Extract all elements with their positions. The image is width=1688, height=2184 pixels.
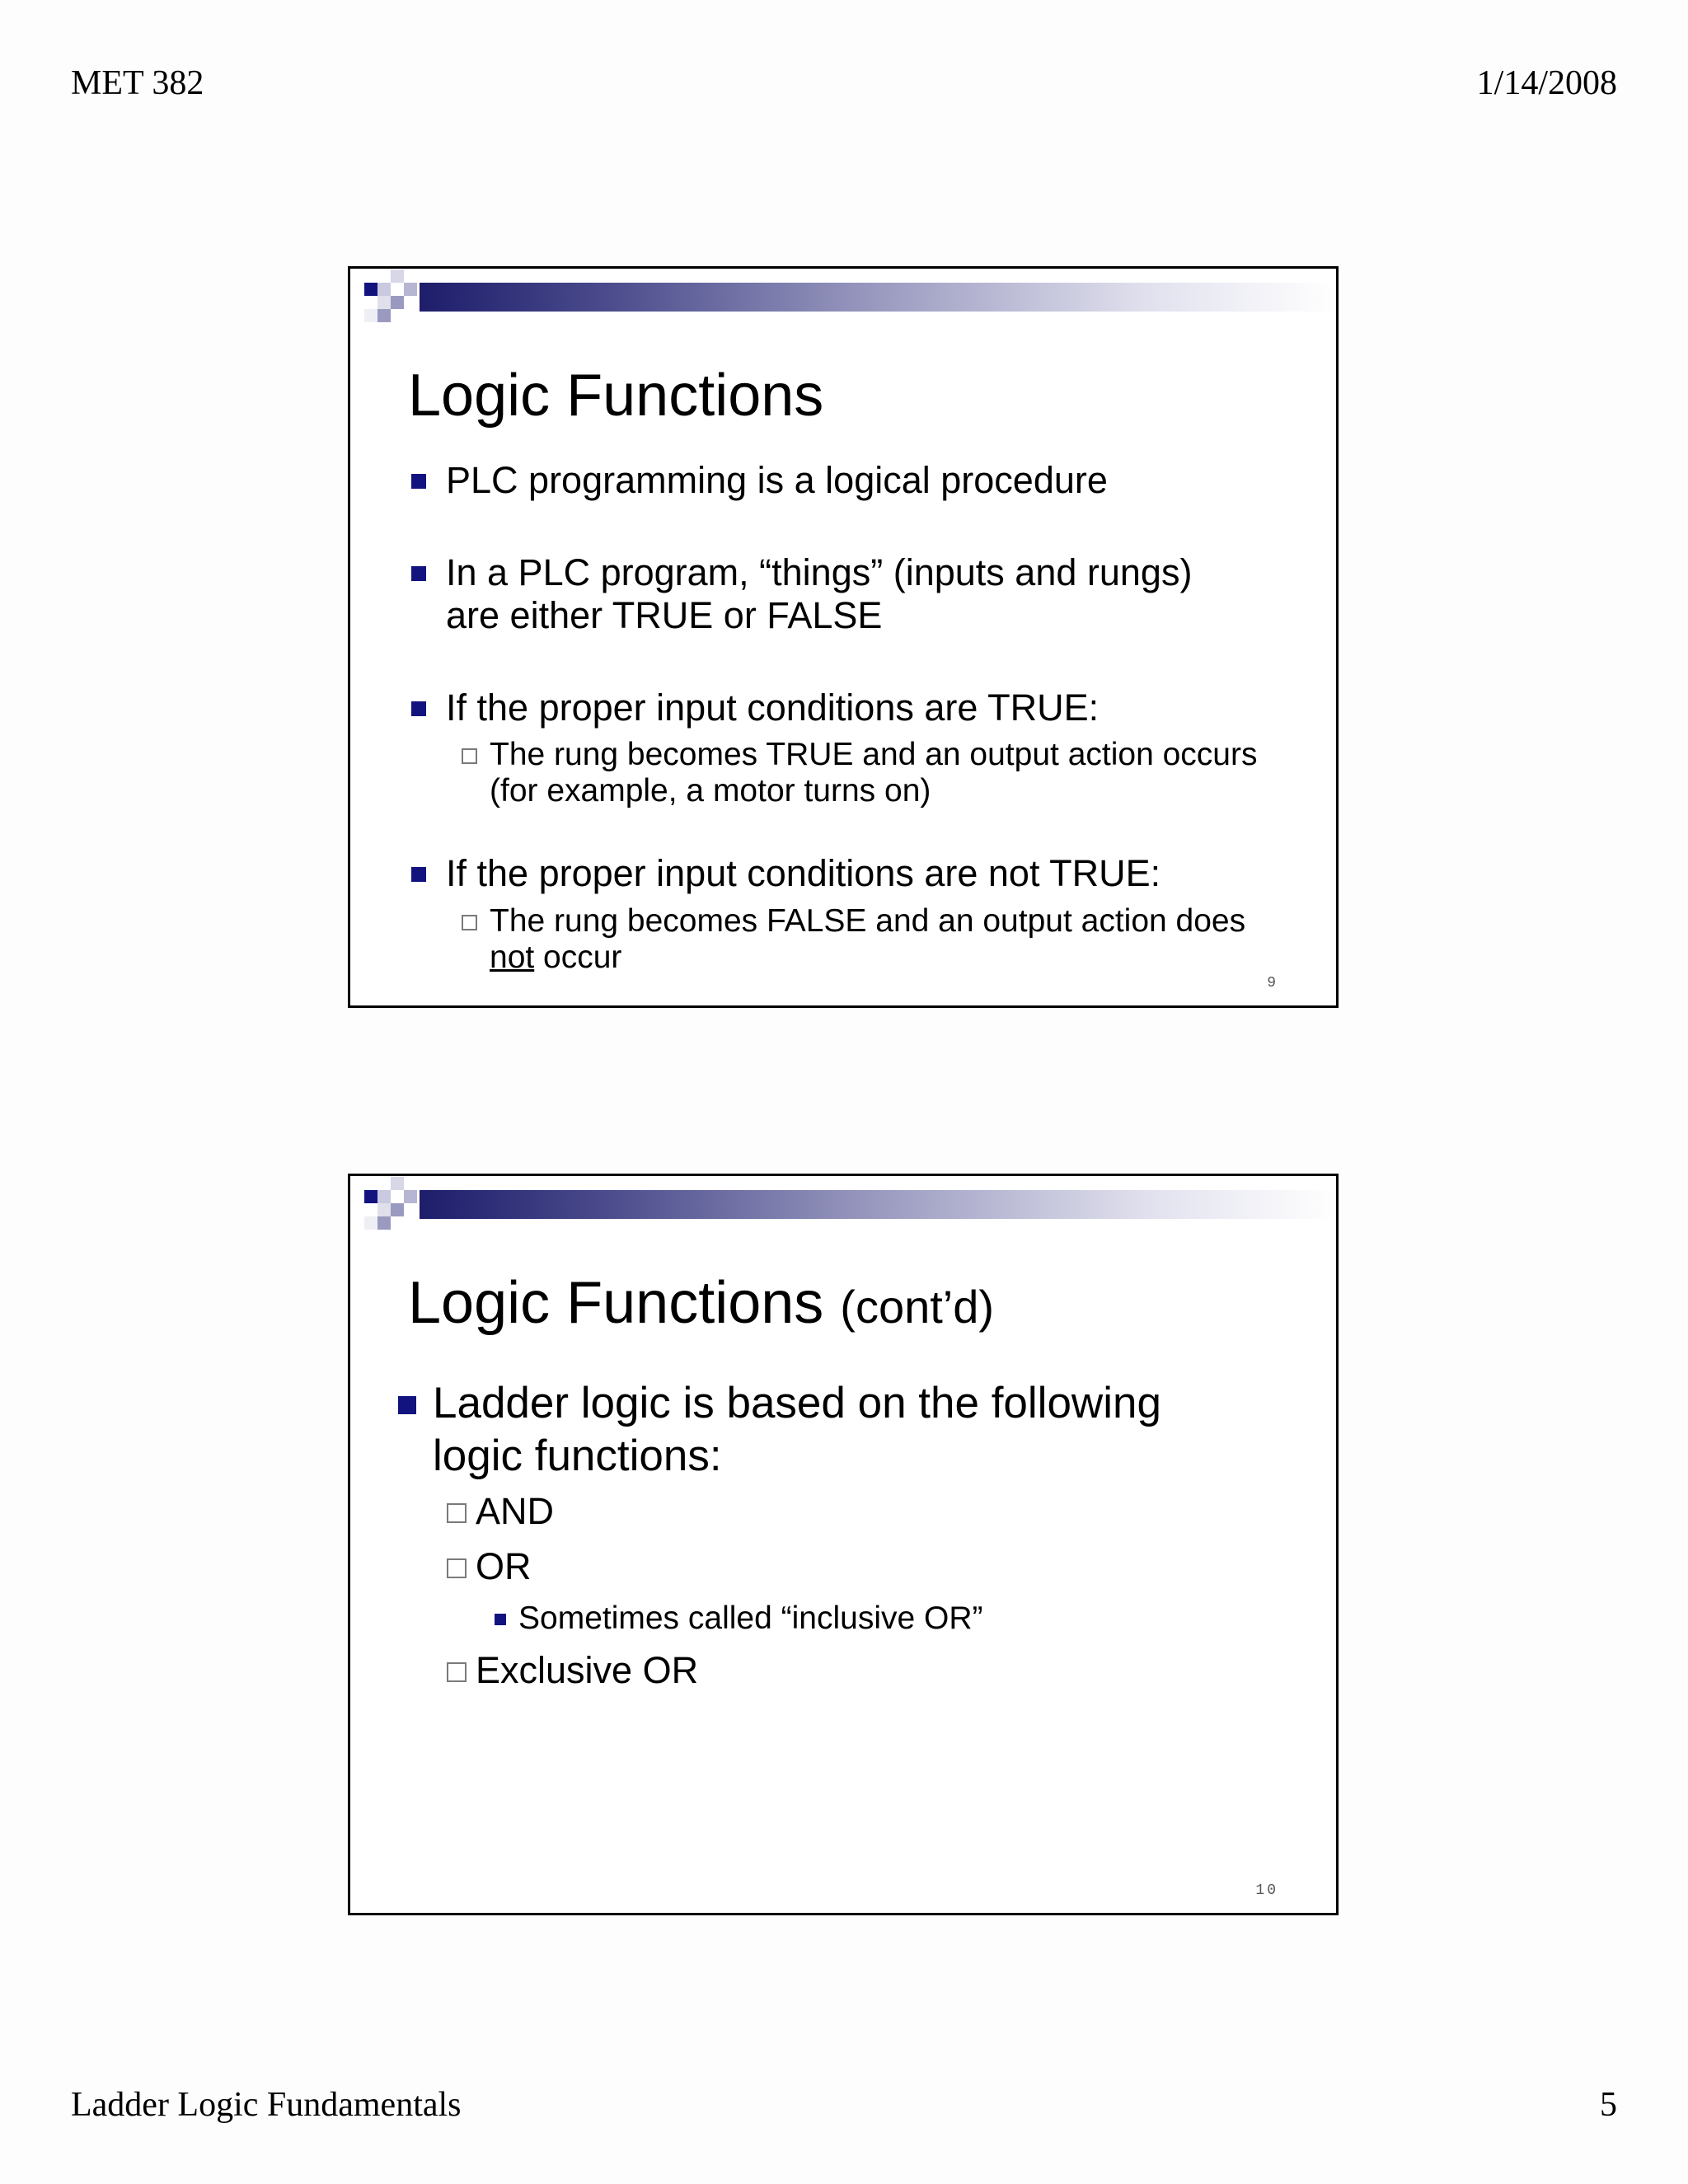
slide-banner [350, 269, 1336, 335]
emphasis-not: not [490, 940, 535, 975]
bullet-ladder-logic: Ladder logic is based on the following logic functions: [433, 1377, 1161, 1483]
bullet-conditions-true: If the proper input conditions are TRUE: [446, 687, 1099, 729]
slide-9 [348, 266, 1339, 1008]
sub-bullet-rung-true: The rung becomes TRUE and an output action occurs (for example, a motor turns on) [490, 737, 1257, 809]
slide-banner [350, 1176, 1336, 1242]
bullet-plc-programming: PLC programming is a logical procedure [446, 459, 1108, 502]
bullet-square-icon [411, 867, 426, 882]
bullet-square-icon [411, 566, 426, 581]
sub-bullet-rung-false: The rung becomes FALSE and an output action does not occur [490, 903, 1245, 976]
slide-10 [348, 1174, 1339, 1915]
bullet-square-icon [411, 474, 426, 489]
header-course: MET 382 [71, 64, 204, 102]
bullet-conditions-not-true: If the proper input conditions are not TRUE: [446, 852, 1160, 895]
slide-title: Logic Functions [408, 363, 824, 429]
bullet-square-icon [495, 1614, 506, 1625]
slide-title-suffix: (cont’d) [840, 1281, 995, 1333]
header-date: 1/14/2008 [1476, 64, 1617, 102]
footer-title: Ladder Logic Fundamentals [71, 2086, 462, 2124]
bullet-square-icon [398, 1396, 416, 1414]
sub-bullet-and: AND [476, 1490, 554, 1533]
hollow-square-icon [447, 1503, 467, 1523]
hollow-square-icon [462, 915, 477, 930]
bullet-square-icon [411, 701, 426, 716]
slide-number: 9 [1267, 975, 1278, 991]
hollow-square-icon [447, 1558, 467, 1578]
bullet-things: In a PLC program, “things” (inputs and rungs) are either TRUE or FALSE [446, 551, 1192, 637]
slide-number: 10 [1255, 1882, 1278, 1899]
footer-page-number: 5 [1600, 2086, 1617, 2124]
slide-title: Logic Functions (cont’d) [408, 1270, 995, 1336]
hollow-square-icon [447, 1662, 467, 1682]
sub-bullet-or: OR [476, 1545, 532, 1588]
sub-sub-bullet-inclusive-or: Sometimes called “inclusive OR” [518, 1601, 983, 1637]
sub-bullet-exclusive-or: Exclusive OR [476, 1649, 698, 1692]
hollow-square-icon [462, 748, 477, 764]
